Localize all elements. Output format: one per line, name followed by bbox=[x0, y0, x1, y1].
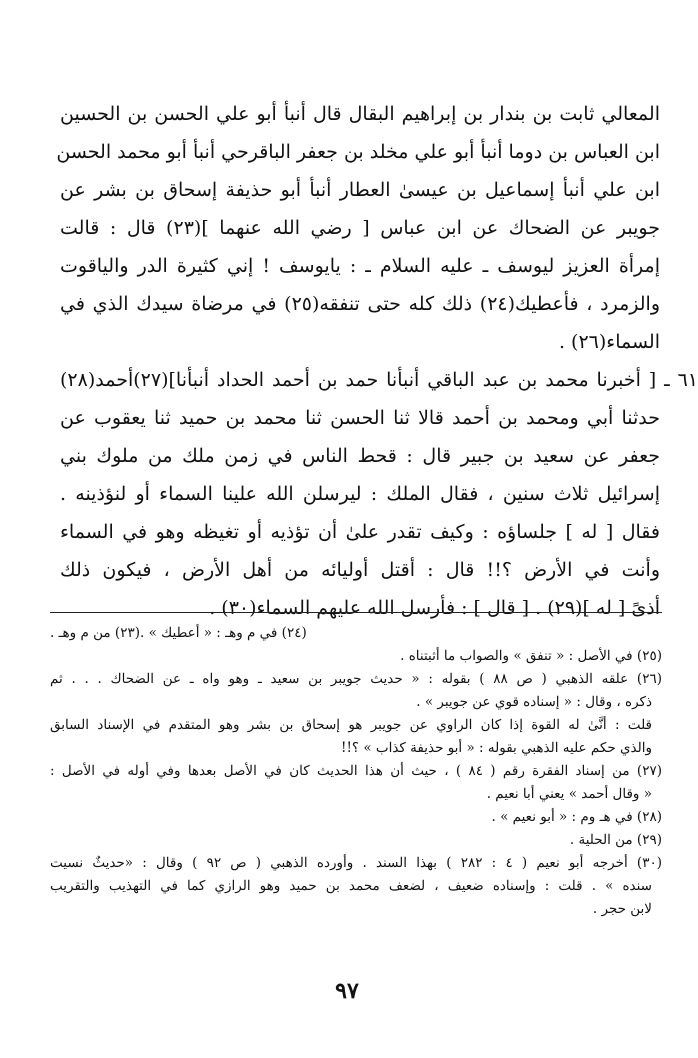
footnote-row bbox=[50, 622, 662, 645]
footnote-30-end: لابن حجر . bbox=[592, 901, 652, 917]
text-line: جويبر عن الضحاك عن ابن عباس [ رضي الله عنهما ](٢٣) قال : قالت bbox=[60, 217, 660, 239]
footnote-26: (٢٦) علقه الذهبي ( ص ٨٨ ) بقوله : « حديث جويبر بن سعيد ـ وهو واه ـ عن الضحاك . . . ثم bbox=[50, 671, 662, 687]
text-line: ابن علي أنبأ إسماعيل بن عيسىٰ العطار أنبأ أبو حذيفة إسحاق بن بشر عن bbox=[60, 179, 660, 201]
text-line: حدثنا أبي ومحمد بن أحمد قالا ثنا الحسن ثنا محمد بن حميد ثنا يعقوب عن bbox=[60, 407, 660, 429]
footnote-25: (٢٥) في الأصل : « تنفق » والصواب ما أثبتناه . bbox=[400, 648, 662, 664]
text-line: والزمرد ، فأعطيك(٢٤) ذلك كله حتى تنفقه(٢٥) في مرضاة سيدك الذي في bbox=[60, 293, 661, 315]
page-number: ٩٧ bbox=[335, 978, 359, 1004]
footnote-separator bbox=[50, 612, 662, 613]
text-line: المعالي ثابت بن بندار بن إبراهيم البقال قال أنبأ أبو علي الحسن بن الحسين bbox=[60, 103, 660, 125]
text-line: وأنت في الأرض ؟!! قال : أقتل أوليائه من أهل الأرض ، فيكون ذلك bbox=[60, 559, 660, 581]
text-line: جعفر عن سعيد بن جبير قال : قحط الناس في زمن ملك من ملوك بني bbox=[60, 445, 660, 467]
footnote-28: (٢٨) في هـ وم : « أبو نعيم » . bbox=[491, 809, 662, 825]
main-text bbox=[56, 95, 698, 627]
paragraph-61-start: ٦١ ـ [ أخبرنا محمد بن عبد الباقي أنبأنا حمد بن أحمد الحداد أنبأنا](٢٧)أحمد(٢٨) bbox=[60, 369, 698, 391]
footnote-26-cont: ذكره ، وقال : « إسناده قوي عن جويبر » . bbox=[416, 694, 652, 710]
text-line: السماء(٢٦) . bbox=[558, 331, 660, 353]
text-line: فقال [ له ] جلساؤه : وكيف تقدر علىٰ أن تؤذيه أو تغيظه وهو في السماء bbox=[60, 521, 660, 543]
text-line: إمرأة العزيز ليوسف ـ عليه السلام ـ : يايوسف ! إني كثيرة الدر والياقوت bbox=[60, 255, 660, 277]
footnote-30-cont: سنده » . قلت : وإسناده ضعيف ، لضعف محمد بن حميد وهو الرازي كما في التهذيب والتقريب bbox=[50, 878, 652, 894]
footnote-26-comment-cont: والذي حكم عليه الذهبي بقوله : « أبو حذيفة كذاب » ؟!! bbox=[341, 740, 652, 756]
footnotes bbox=[50, 622, 662, 921]
footnote-23: (٢٣) من م وهـ . bbox=[50, 625, 140, 641]
text-line: أذىً [ له ](٢٩) . [ قال ] : فأرسل الله عليهم السماء(٣٠) . bbox=[209, 597, 660, 619]
footnote-29: (٢٩) من الحلية . bbox=[569, 832, 662, 848]
footnote-30: (٣٠) أخرجه أبو نعيم ( ٤ : ٢٨٢ ) بهذا السند . وأورده الذهبي ( ص ٩٢ ) وقال : «حديثٌ نسيت bbox=[50, 855, 662, 871]
footnote-26-comment: قلت : أنَّىٰ له القوة إذا كان الراوي عن جويبر هو إسحاق بن بشر وهو المتقدم في الإسناد السابق bbox=[50, 717, 652, 733]
footnote-24: (٢٤) في م وهـ : « أعطيك » . bbox=[139, 625, 307, 641]
footnote-27: (٢٧) من إسناد الفقرة رقم ( ٨٤ ) ، حيث أن هذا الحديث كان في الأصل بعدها وفي أوله في الأصل : bbox=[50, 763, 662, 779]
text-line: إسرائيل ثلاث سنين ، فقال الملك : ليرسلن الله علينا السماء أو لنؤذينه . bbox=[60, 483, 660, 505]
footnote-27-cont: « وقال أحمد » يعني أبا نعيم . bbox=[486, 786, 652, 802]
text-line: ابن العباس بن دوما أنبأ أبو علي مخلد بن جعفر الباقرحي أنبأ أبو محمد الحسن bbox=[56, 141, 660, 163]
